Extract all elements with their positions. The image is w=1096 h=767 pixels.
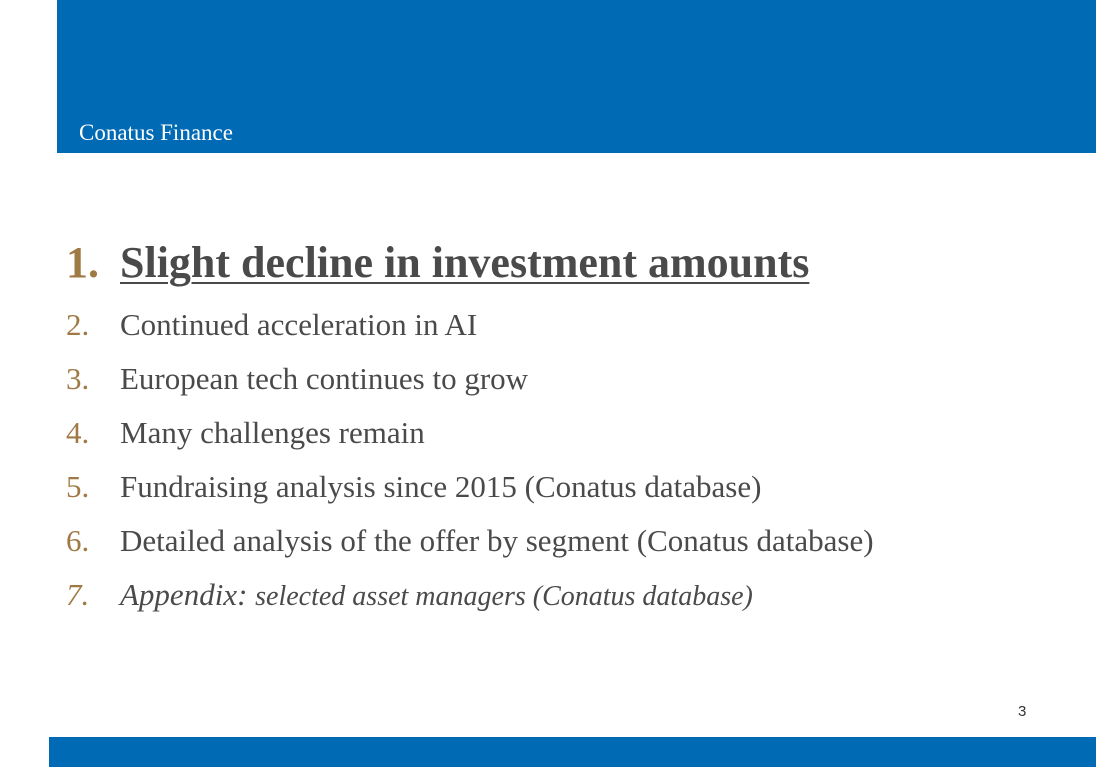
- agenda-item-number: 3.: [66, 361, 90, 396]
- agenda-item-label: Continued acceleration in AI: [120, 307, 478, 342]
- agenda-item-active: [66, 232, 874, 294]
- agenda-item-label: Fundraising analysis since 2015 (Conatus database): [120, 469, 762, 504]
- agenda-item: [66, 460, 874, 514]
- agenda-item-label: Many challenges remain: [120, 415, 425, 450]
- agenda-list: [66, 232, 874, 624]
- agenda-item: [66, 298, 874, 352]
- agenda-item: [66, 514, 874, 568]
- agenda-item-number: 1.: [66, 238, 99, 287]
- appendix-rest: selected asset managers (Conatus database): [255, 581, 753, 612]
- agenda-item-number: 4.: [66, 415, 90, 450]
- agenda-item-number: 7.: [66, 577, 90, 612]
- agenda-item-label: Detailed analysis of the offer by segment (Conatus database): [120, 523, 874, 558]
- footer-band: [49, 737, 1096, 767]
- agenda-item-label: European tech continues to grow: [120, 361, 529, 396]
- page-number: 3: [1018, 703, 1027, 720]
- agenda-item-number: 5.: [66, 469, 90, 504]
- agenda-item-label: [120, 568, 753, 624]
- agenda-item-appendix: [66, 568, 874, 624]
- agenda-item: [66, 352, 874, 406]
- agenda-item-number: 6.: [66, 523, 90, 558]
- agenda-item-label: Slight decline in investment amounts: [120, 238, 810, 287]
- agenda-item-number: 2.: [66, 307, 90, 342]
- appendix-lead: Appendix:: [120, 577, 248, 612]
- brand-name: Conatus Finance: [79, 120, 233, 145]
- agenda-item: [66, 406, 874, 460]
- header-band: [57, 0, 1096, 153]
